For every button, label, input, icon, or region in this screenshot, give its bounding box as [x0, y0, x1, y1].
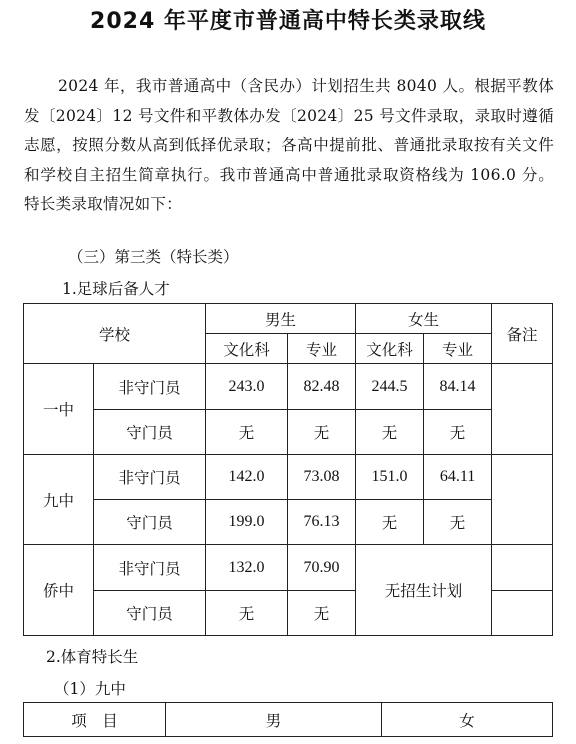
male-culture-score: 无: [206, 410, 288, 455]
female-major-score: 84.14: [424, 364, 492, 410]
female-culture-score: 244.5: [356, 364, 424, 410]
female-major-score: 无: [424, 500, 492, 545]
header-item: 项 目: [24, 703, 166, 737]
female-major-score: 64.11: [424, 455, 492, 500]
sports-admission-table: [23, 702, 553, 737]
remark-cell: [492, 545, 553, 591]
female-culture-score: 151.0: [356, 455, 424, 500]
female-culture-score: 无: [356, 500, 424, 545]
male-major-score: 70.90: [288, 545, 356, 591]
player-type: 非守门员: [94, 455, 206, 500]
subsection-sports: 2.体育特长生: [46, 648, 139, 666]
player-type: 非守门员: [94, 364, 206, 410]
male-culture-score: 132.0: [206, 545, 288, 591]
male-culture-score: 243.0: [206, 364, 288, 410]
school-cell: 侨中: [24, 545, 94, 636]
male-culture-score: 142.0: [206, 455, 288, 500]
male-major-score: 73.08: [288, 455, 356, 500]
player-type: 守门员: [94, 500, 206, 545]
female-culture-score: 无: [356, 410, 424, 455]
football-admission-table: [23, 303, 553, 636]
remark-cell: [492, 364, 553, 455]
remark-cell: [492, 455, 553, 545]
header-school: 学校: [24, 304, 206, 364]
male-major-score: 无: [288, 591, 356, 636]
header-male: 男生: [206, 304, 356, 334]
player-type: 非守门员: [94, 545, 206, 591]
male-major-score: 76.13: [288, 500, 356, 545]
header-male-major: 专业: [288, 334, 356, 364]
subsection-football: 1.足球后备人才: [62, 280, 170, 298]
header-male-culture: 文化科: [206, 334, 288, 364]
header-remark: 备注: [492, 304, 553, 364]
school-cell: 九中: [24, 455, 94, 545]
no-enrollment-plan-cell: 无招生计划: [356, 545, 492, 636]
male-major-score: 无: [288, 410, 356, 455]
remark-cell: [492, 591, 553, 636]
header-male: 男: [166, 703, 382, 737]
header-female: 女生: [356, 304, 492, 334]
section-heading-3: （三）第三类（特长类）: [68, 248, 239, 266]
male-culture-score: 199.0: [206, 500, 288, 545]
player-type: 守门员: [94, 410, 206, 455]
header-female-culture: 文化科: [356, 334, 424, 364]
player-type: 守门员: [94, 591, 206, 636]
female-major-score: 无: [424, 410, 492, 455]
header-female-major: 专业: [424, 334, 492, 364]
intro-paragraph: 2024 年，我市普通高中（含民办）计划招生共 8040 人。根据平教体发〔2024〕12 号文件和平教体办发〔2024〕25 号文件录取，录取时遵循志愿，按照分数从高到低择优录取；各高中提前批、普通批录取按有关文件和学校自主招生简章执行。我市普通高中普通批录取资格线为 106.0 分。特长类录取情况如下：: [24, 77, 554, 213]
page-title: 2024 年平度市普通高中特长类录取线: [90, 9, 486, 34]
header-female: 女: [382, 703, 553, 737]
male-culture-score: 无: [206, 591, 288, 636]
male-major-score: 82.48: [288, 364, 356, 410]
school-cell: 一中: [24, 364, 94, 455]
subsection-jiuzhong: （1）九中: [54, 680, 126, 698]
